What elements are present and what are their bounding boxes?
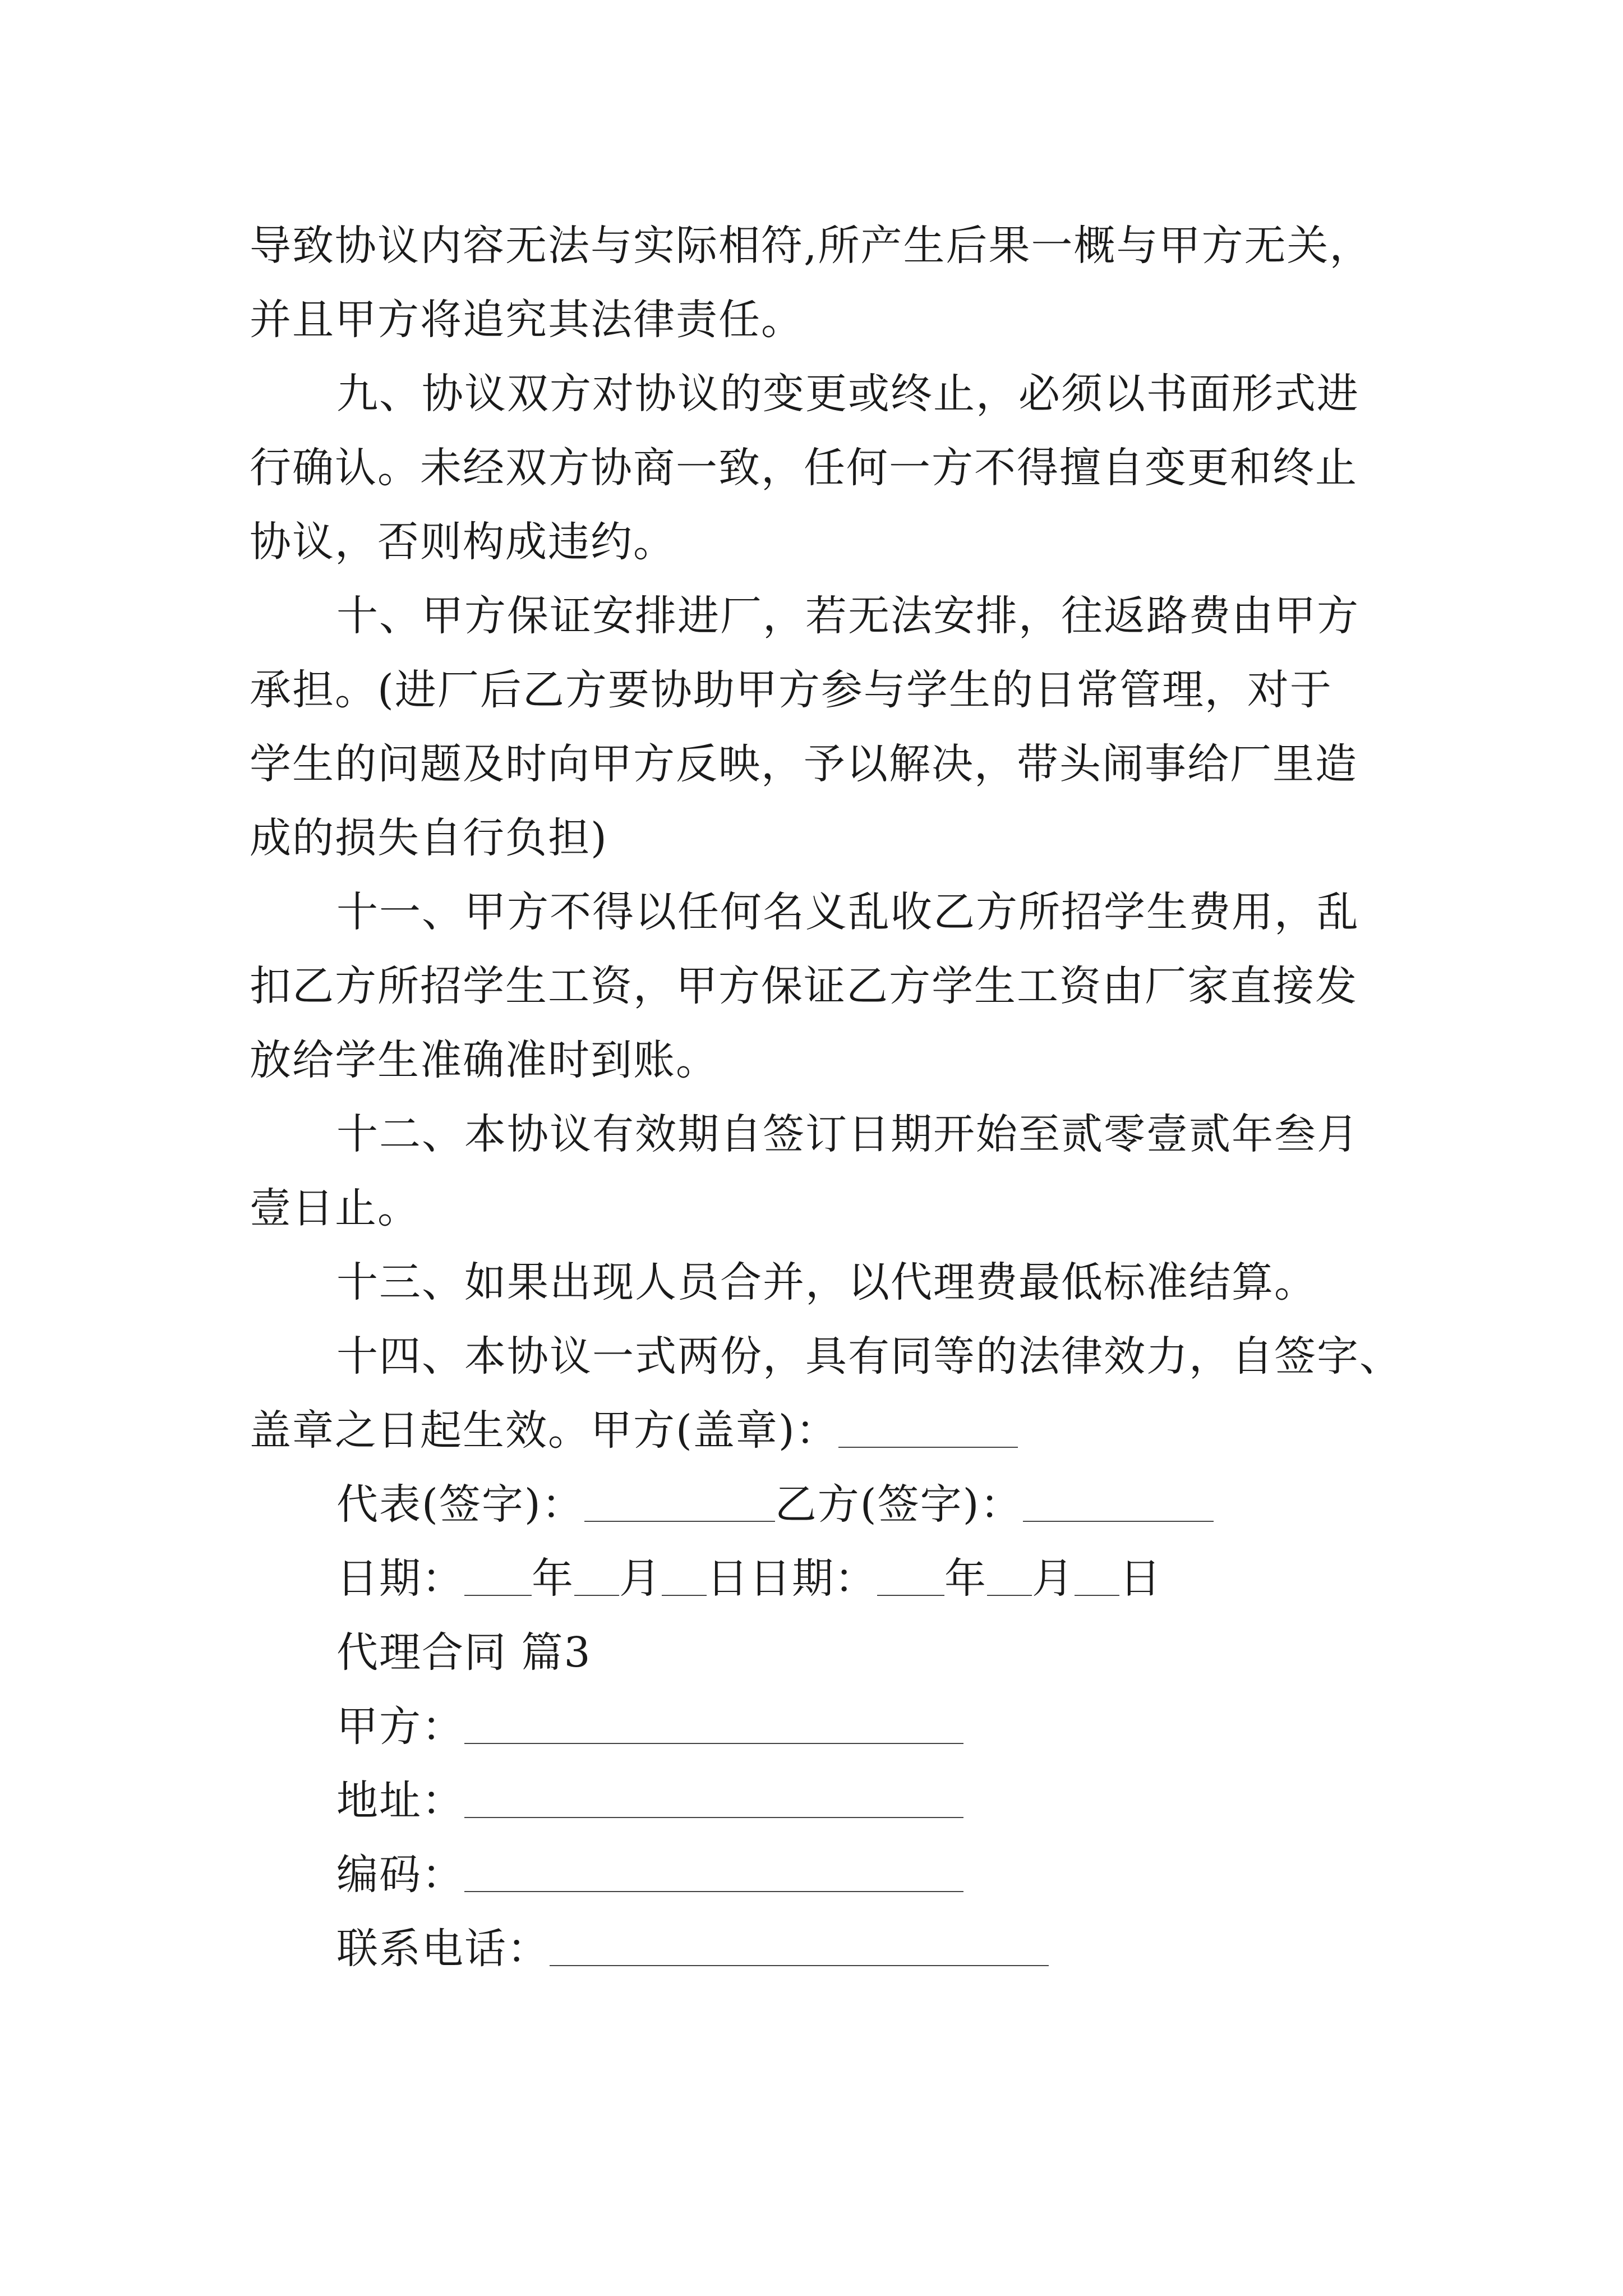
clause-11-line: 十一、甲方不得以任何名义乱收乙方所招学生费用，乱	[336, 888, 1359, 936]
clause-14-line: 十四、本协议一式两份，具有同等的法律效力，自签字、	[336, 1332, 1402, 1381]
date-label: 日期：	[336, 1554, 464, 1603]
clause-12-line: 十二、本协议有效期自签订日期开始至贰零壹贰年叁月	[336, 1110, 1359, 1158]
rep-sign-blank[interactable]	[584, 1479, 775, 1522]
code-field	[250, 1838, 1444, 1912]
code-blank[interactable]	[464, 1849, 963, 1892]
party-a-blank[interactable]	[464, 1701, 963, 1744]
clause-13-line: 十三、如果出现人员合并，以代理费最低标准结算。	[336, 1258, 1317, 1306]
day-blank[interactable]	[662, 1553, 707, 1596]
clause-9-line: 九、协议双方对协议的变更或终止，必须以书面形式进	[336, 370, 1359, 418]
clause-9-line: 行确认。未经双方协商一致，任何一方不得擅自变更和终止	[250, 444, 1358, 492]
phone-blank[interactable]	[550, 1924, 1049, 1966]
clause-10-line: 学生的问题及时向甲方反映，予以解决，带头闹事给厂里造	[250, 740, 1358, 788]
year-label-2: 年	[944, 1554, 987, 1603]
day-blank-2[interactable]	[1075, 1553, 1119, 1596]
month-label-2: 月	[1032, 1554, 1075, 1603]
document-body	[250, 209, 1444, 1986]
clause-9-line: 协议，否则构成违约。	[250, 518, 676, 566]
address-blank[interactable]	[464, 1775, 963, 1818]
month-blank-2[interactable]	[987, 1553, 1032, 1596]
rep-sign-label: 代表(签字)：	[336, 1480, 584, 1529]
party-a-field	[250, 1690, 1444, 1764]
year-blank[interactable]	[464, 1553, 532, 1596]
clause-10-line: 成的损失自行负担)	[250, 814, 608, 862]
party-a-label: 甲方：	[336, 1703, 464, 1751]
date-label-2: 日期：	[749, 1554, 877, 1603]
clause-11-line: 扣乙方所招学生工资，甲方保证乙方学生工资由厂家直接发	[250, 962, 1358, 1010]
party-b-sign-label: 乙方(签字)：	[774, 1480, 1023, 1529]
phone-label: 联系电话：	[336, 1925, 550, 1973]
year-label: 年	[532, 1554, 574, 1603]
text-line: 并且甲方将追究其法律责任。	[250, 296, 804, 344]
day-label-2: 日	[1119, 1554, 1162, 1603]
clause-14-line	[250, 1393, 1444, 1467]
party-b-sign-blank[interactable]	[1023, 1479, 1214, 1522]
day-label: 日	[707, 1554, 749, 1603]
clause-10-line: 十、甲方保证安排进厂，若无法安排，往返路费由甲方	[336, 592, 1359, 640]
section-title: 代理合同 篇3	[336, 1628, 592, 1677]
clause-12-line: 壹日止。	[250, 1184, 420, 1232]
phone-field	[250, 1912, 1444, 1986]
clause-10-line: 承担。(进厂后乙方要协助甲方参与学生的日常管理，对于	[250, 666, 1332, 714]
address-label: 地址：	[336, 1777, 464, 1825]
party-a-seal-label: 盖章之日起生效。甲方(盖章)：	[250, 1406, 838, 1455]
text-line: 导致协议内容无法与实际相符,所产生后果一概与甲方无关，	[250, 222, 1372, 270]
month-label: 月	[619, 1554, 662, 1603]
date-line	[250, 1542, 1444, 1616]
address-field	[250, 1764, 1444, 1838]
code-label: 编码：	[336, 1851, 464, 1899]
clause-11-line: 放给学生准确准时到账。	[250, 1036, 718, 1084]
signature-line	[250, 1467, 1444, 1542]
month-blank[interactable]	[574, 1553, 619, 1596]
year-blank-2[interactable]	[877, 1553, 944, 1596]
party-a-seal-blank[interactable]	[838, 1405, 1018, 1448]
